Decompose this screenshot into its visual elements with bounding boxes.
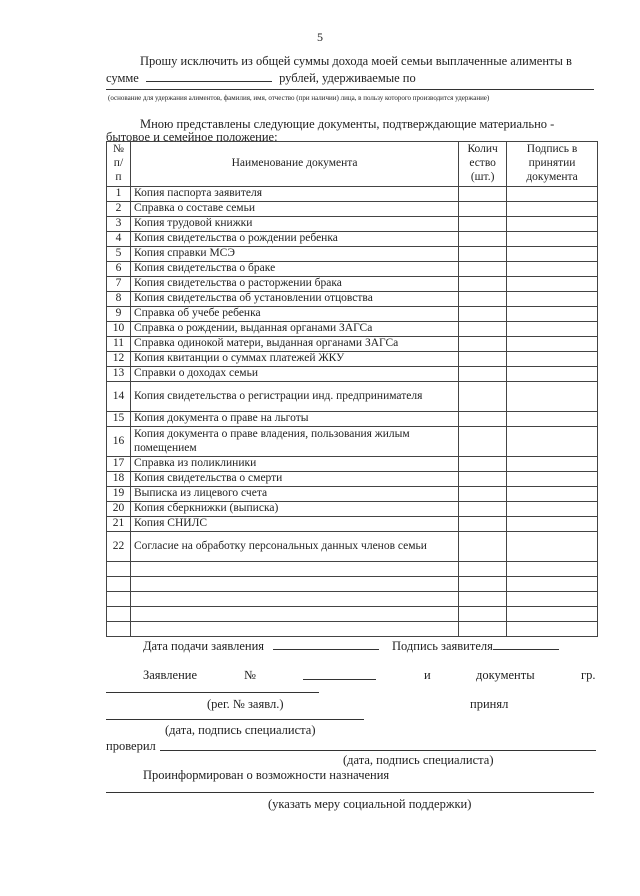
document-name: Справка из поликлиники — [130, 457, 458, 472]
empty-name-cell[interactable] — [130, 607, 458, 622]
table-row — [107, 232, 598, 247]
signature-cell[interactable] — [507, 487, 598, 502]
row-number: 9 — [107, 307, 131, 322]
empty-row — [107, 577, 598, 592]
informed-label: Проинформирован о возможности назначения — [143, 768, 390, 782]
signature-cell[interactable] — [507, 427, 598, 457]
document-name: Копия справки МСЭ — [130, 247, 458, 262]
quantity-cell[interactable] — [459, 382, 507, 412]
empty-signature-cell[interactable] — [507, 622, 598, 637]
empty-row — [107, 592, 598, 607]
signature-cell[interactable] — [507, 277, 598, 292]
signature-cell[interactable] — [507, 322, 598, 337]
document-name: Справка одинокой матери, выданная органами ЗАГСа — [130, 337, 458, 352]
and-word: и — [424, 668, 431, 682]
document-name: Копия свидетельства о расторжении брака — [130, 277, 458, 292]
accepted-label: принял — [470, 697, 509, 711]
document-name: Копия СНИЛС — [130, 517, 458, 532]
empty-signature-cell[interactable] — [507, 562, 598, 577]
document-name: Копия свидетельства о регистрации инд. предпринимателя — [130, 382, 458, 412]
sum-input-line[interactable] — [146, 70, 272, 82]
signature-cell[interactable] — [507, 232, 598, 247]
signature-cell[interactable] — [507, 337, 598, 352]
table-row — [107, 517, 598, 532]
reg-number-caption: (рег. № заявл.) — [207, 697, 284, 711]
row-number: 7 — [107, 277, 131, 292]
empty-signature-cell[interactable] — [507, 577, 598, 592]
table-row — [107, 382, 598, 412]
row-number: 16 — [107, 427, 131, 457]
applicant-signature-field — [392, 638, 559, 654]
empty-signature-cell[interactable] — [507, 607, 598, 622]
signature-cell[interactable] — [507, 262, 598, 277]
row-number: 17 — [107, 457, 131, 472]
row-number: 21 — [107, 517, 131, 532]
empty-number-cell[interactable] — [107, 622, 131, 637]
table-row — [107, 427, 598, 457]
row-number: 5 — [107, 247, 131, 262]
row-number: 20 — [107, 502, 131, 517]
row-number: 19 — [107, 487, 131, 502]
table-row — [107, 352, 598, 367]
table-row — [107, 472, 598, 487]
quantity-cell[interactable] — [459, 457, 507, 472]
row-number: 12 — [107, 352, 131, 367]
statement-number-line[interactable] — [303, 679, 376, 680]
document-name: Копия свидетельства об установлении отцовства — [130, 292, 458, 307]
alimony-line-1: Прошу исключить из общей суммы дохода моей семьи выплаченные алименты в — [140, 54, 572, 68]
checked-signature-line[interactable] — [160, 750, 596, 751]
table-row — [107, 292, 598, 307]
empty-row — [107, 622, 598, 637]
table-header-row — [107, 142, 598, 187]
document-name: Копия свидетельства о смерти — [130, 472, 458, 487]
signature-cell[interactable] — [507, 307, 598, 322]
empty-quantity-cell[interactable] — [459, 622, 507, 637]
row-number: 10 — [107, 322, 131, 337]
submission-date-line[interactable] — [273, 638, 379, 650]
document-name: Согласие на обработку персональных данных членов семьи — [130, 532, 458, 562]
document-name: Справка о составе семьи — [130, 202, 458, 217]
table-row — [107, 337, 598, 352]
withheld-label: рублей, удерживаемые по — [279, 71, 416, 85]
signature-cell[interactable] — [507, 367, 598, 382]
col-signature-header: Подпись в принятии документа — [507, 142, 598, 187]
signature-cell[interactable] — [507, 502, 598, 517]
quantity-cell[interactable] — [459, 502, 507, 517]
row-number: 22 — [107, 532, 131, 562]
row-number: 4 — [107, 232, 131, 247]
col-name-header: Наименование документа — [130, 142, 458, 187]
empty-row — [107, 607, 598, 622]
signature-cell[interactable] — [507, 517, 598, 532]
submission-date-label: Дата подачи заявления — [143, 639, 265, 653]
signature-cell[interactable] — [507, 292, 598, 307]
quantity-cell[interactable] — [459, 187, 507, 202]
row-number: 1 — [107, 187, 131, 202]
row-number: 8 — [107, 292, 131, 307]
intro-line-1: Мною представлены следующие документы, подтверждающие материально - — [140, 117, 555, 131]
document-name: Копия квитанции о суммах платежей ЖКУ — [130, 352, 458, 367]
submission-date-field — [143, 638, 379, 654]
quantity-cell[interactable] — [459, 517, 507, 532]
quantity-cell[interactable] — [459, 217, 507, 232]
signature-cell[interactable] — [507, 352, 598, 367]
empty-number-cell[interactable] — [107, 577, 131, 592]
quantity-cell[interactable] — [459, 307, 507, 322]
citizen-abbrev: гр. — [581, 668, 596, 682]
document-name: Копия свидетельства о рождении ребенка — [130, 232, 458, 247]
row-number: 3 — [107, 217, 131, 232]
table-row — [107, 487, 598, 502]
table-row — [107, 307, 598, 322]
quantity-cell[interactable] — [459, 262, 507, 277]
quantity-cell[interactable] — [459, 532, 507, 562]
empty-quantity-cell[interactable] — [459, 607, 507, 622]
accepted-signature-line[interactable] — [106, 719, 364, 720]
empty-quantity-cell[interactable] — [459, 577, 507, 592]
support-measure-caption: (указать меру социальной поддержки) — [268, 797, 472, 811]
quantity-cell[interactable] — [459, 247, 507, 262]
empty-number-cell[interactable] — [107, 592, 131, 607]
table-row — [107, 412, 598, 427]
quantity-cell[interactable] — [459, 322, 507, 337]
table-row — [107, 217, 598, 232]
document-name: Справки о доходах семьи — [130, 367, 458, 382]
quantity-cell[interactable] — [459, 412, 507, 427]
quantity-cell[interactable] — [459, 352, 507, 367]
table-row — [107, 187, 598, 202]
col-number-header: № п/ п — [107, 142, 131, 187]
empty-number-cell[interactable] — [107, 607, 131, 622]
document-name: Копия свидетельства о браке — [130, 262, 458, 277]
table-row — [107, 202, 598, 217]
col-quantity-header: Колич ество (шт.) — [459, 142, 507, 187]
row-number: 15 — [107, 412, 131, 427]
document-name: Копия трудовой книжки — [130, 217, 458, 232]
signature-cell[interactable] — [507, 457, 598, 472]
empty-name-cell[interactable] — [130, 622, 458, 637]
document-name: Копия сберкнижки (выписка) — [130, 502, 458, 517]
quantity-cell[interactable] — [459, 292, 507, 307]
quantity-cell[interactable] — [459, 337, 507, 352]
applicant-signature-line[interactable] — [493, 638, 559, 650]
table-row — [107, 532, 598, 562]
table-row — [107, 322, 598, 337]
sum-label: сумме — [106, 71, 139, 85]
quantity-cell[interactable] — [459, 472, 507, 487]
signature-cell[interactable] — [507, 532, 598, 562]
row-number: 13 — [107, 367, 131, 382]
document-name: Копия паспорта заявителя — [130, 187, 458, 202]
document-name: Справка о рождении, выданная органами ЗАГСа — [130, 322, 458, 337]
number-sign: № — [244, 668, 256, 682]
documents-table — [106, 141, 598, 637]
documents-word: документы — [476, 668, 535, 682]
table-row — [107, 262, 598, 277]
empty-name-cell[interactable] — [130, 577, 458, 592]
signature-cell[interactable] — [507, 472, 598, 487]
basis-input-line[interactable] — [106, 89, 594, 90]
document-name: Выписка из лицевого счета — [130, 487, 458, 502]
signature-cell[interactable] — [507, 202, 598, 217]
row-number: 11 — [107, 337, 131, 352]
quantity-cell[interactable] — [459, 367, 507, 382]
accepted-date-sign-caption: (дата, подпись специалиста) — [165, 723, 316, 737]
page-number: 5 — [317, 30, 323, 44]
signature-cell[interactable] — [507, 217, 598, 232]
row-number: 14 — [107, 382, 131, 412]
signature-cell[interactable] — [507, 412, 598, 427]
intro-line-2: бытовое и семейное положение: — [106, 130, 278, 144]
quantity-cell[interactable] — [459, 277, 507, 292]
applicant-signature-label: Подпись заявителя — [392, 639, 493, 653]
empty-quantity-cell[interactable] — [459, 562, 507, 577]
table-row — [107, 247, 598, 262]
signature-cell[interactable] — [507, 187, 598, 202]
row-number: 6 — [107, 262, 131, 277]
quantity-cell[interactable] — [459, 487, 507, 502]
table-row — [107, 502, 598, 517]
signature-cell[interactable] — [507, 382, 598, 412]
table-row — [107, 367, 598, 382]
statement-label: Заявление — [143, 668, 198, 682]
empty-number-cell[interactable] — [107, 562, 131, 577]
checked-date-sign-caption: (дата, подпись специалиста) — [343, 753, 494, 767]
citizen-name-line[interactable] — [106, 692, 319, 693]
row-number: 18 — [107, 472, 131, 487]
document-name: Справка об учебе ребенка — [130, 307, 458, 322]
empty-row — [107, 562, 598, 577]
signature-cell[interactable] — [507, 247, 598, 262]
empty-signature-cell[interactable] — [507, 592, 598, 607]
document-name: Копия документа о праве владения, пользования жилым помещением — [130, 427, 458, 457]
quantity-cell[interactable] — [459, 427, 507, 457]
table-row — [107, 457, 598, 472]
empty-name-cell[interactable] — [130, 592, 458, 607]
empty-quantity-cell[interactable] — [459, 592, 507, 607]
quantity-cell[interactable] — [459, 232, 507, 247]
quantity-cell[interactable] — [459, 202, 507, 217]
table-row — [107, 277, 598, 292]
basis-caption: (основание для удержания алиментов, фамилия, имя, отчество (при наличии) лица, в пользу которого производится удержание) — [108, 94, 490, 102]
support-measure-line[interactable] — [106, 792, 594, 793]
document-name: Копия документа о праве на льготы — [130, 412, 458, 427]
checked-label: проверил — [106, 739, 156, 753]
alimony-line-2 — [106, 70, 416, 86]
row-number: 2 — [107, 202, 131, 217]
empty-name-cell[interactable] — [130, 562, 458, 577]
